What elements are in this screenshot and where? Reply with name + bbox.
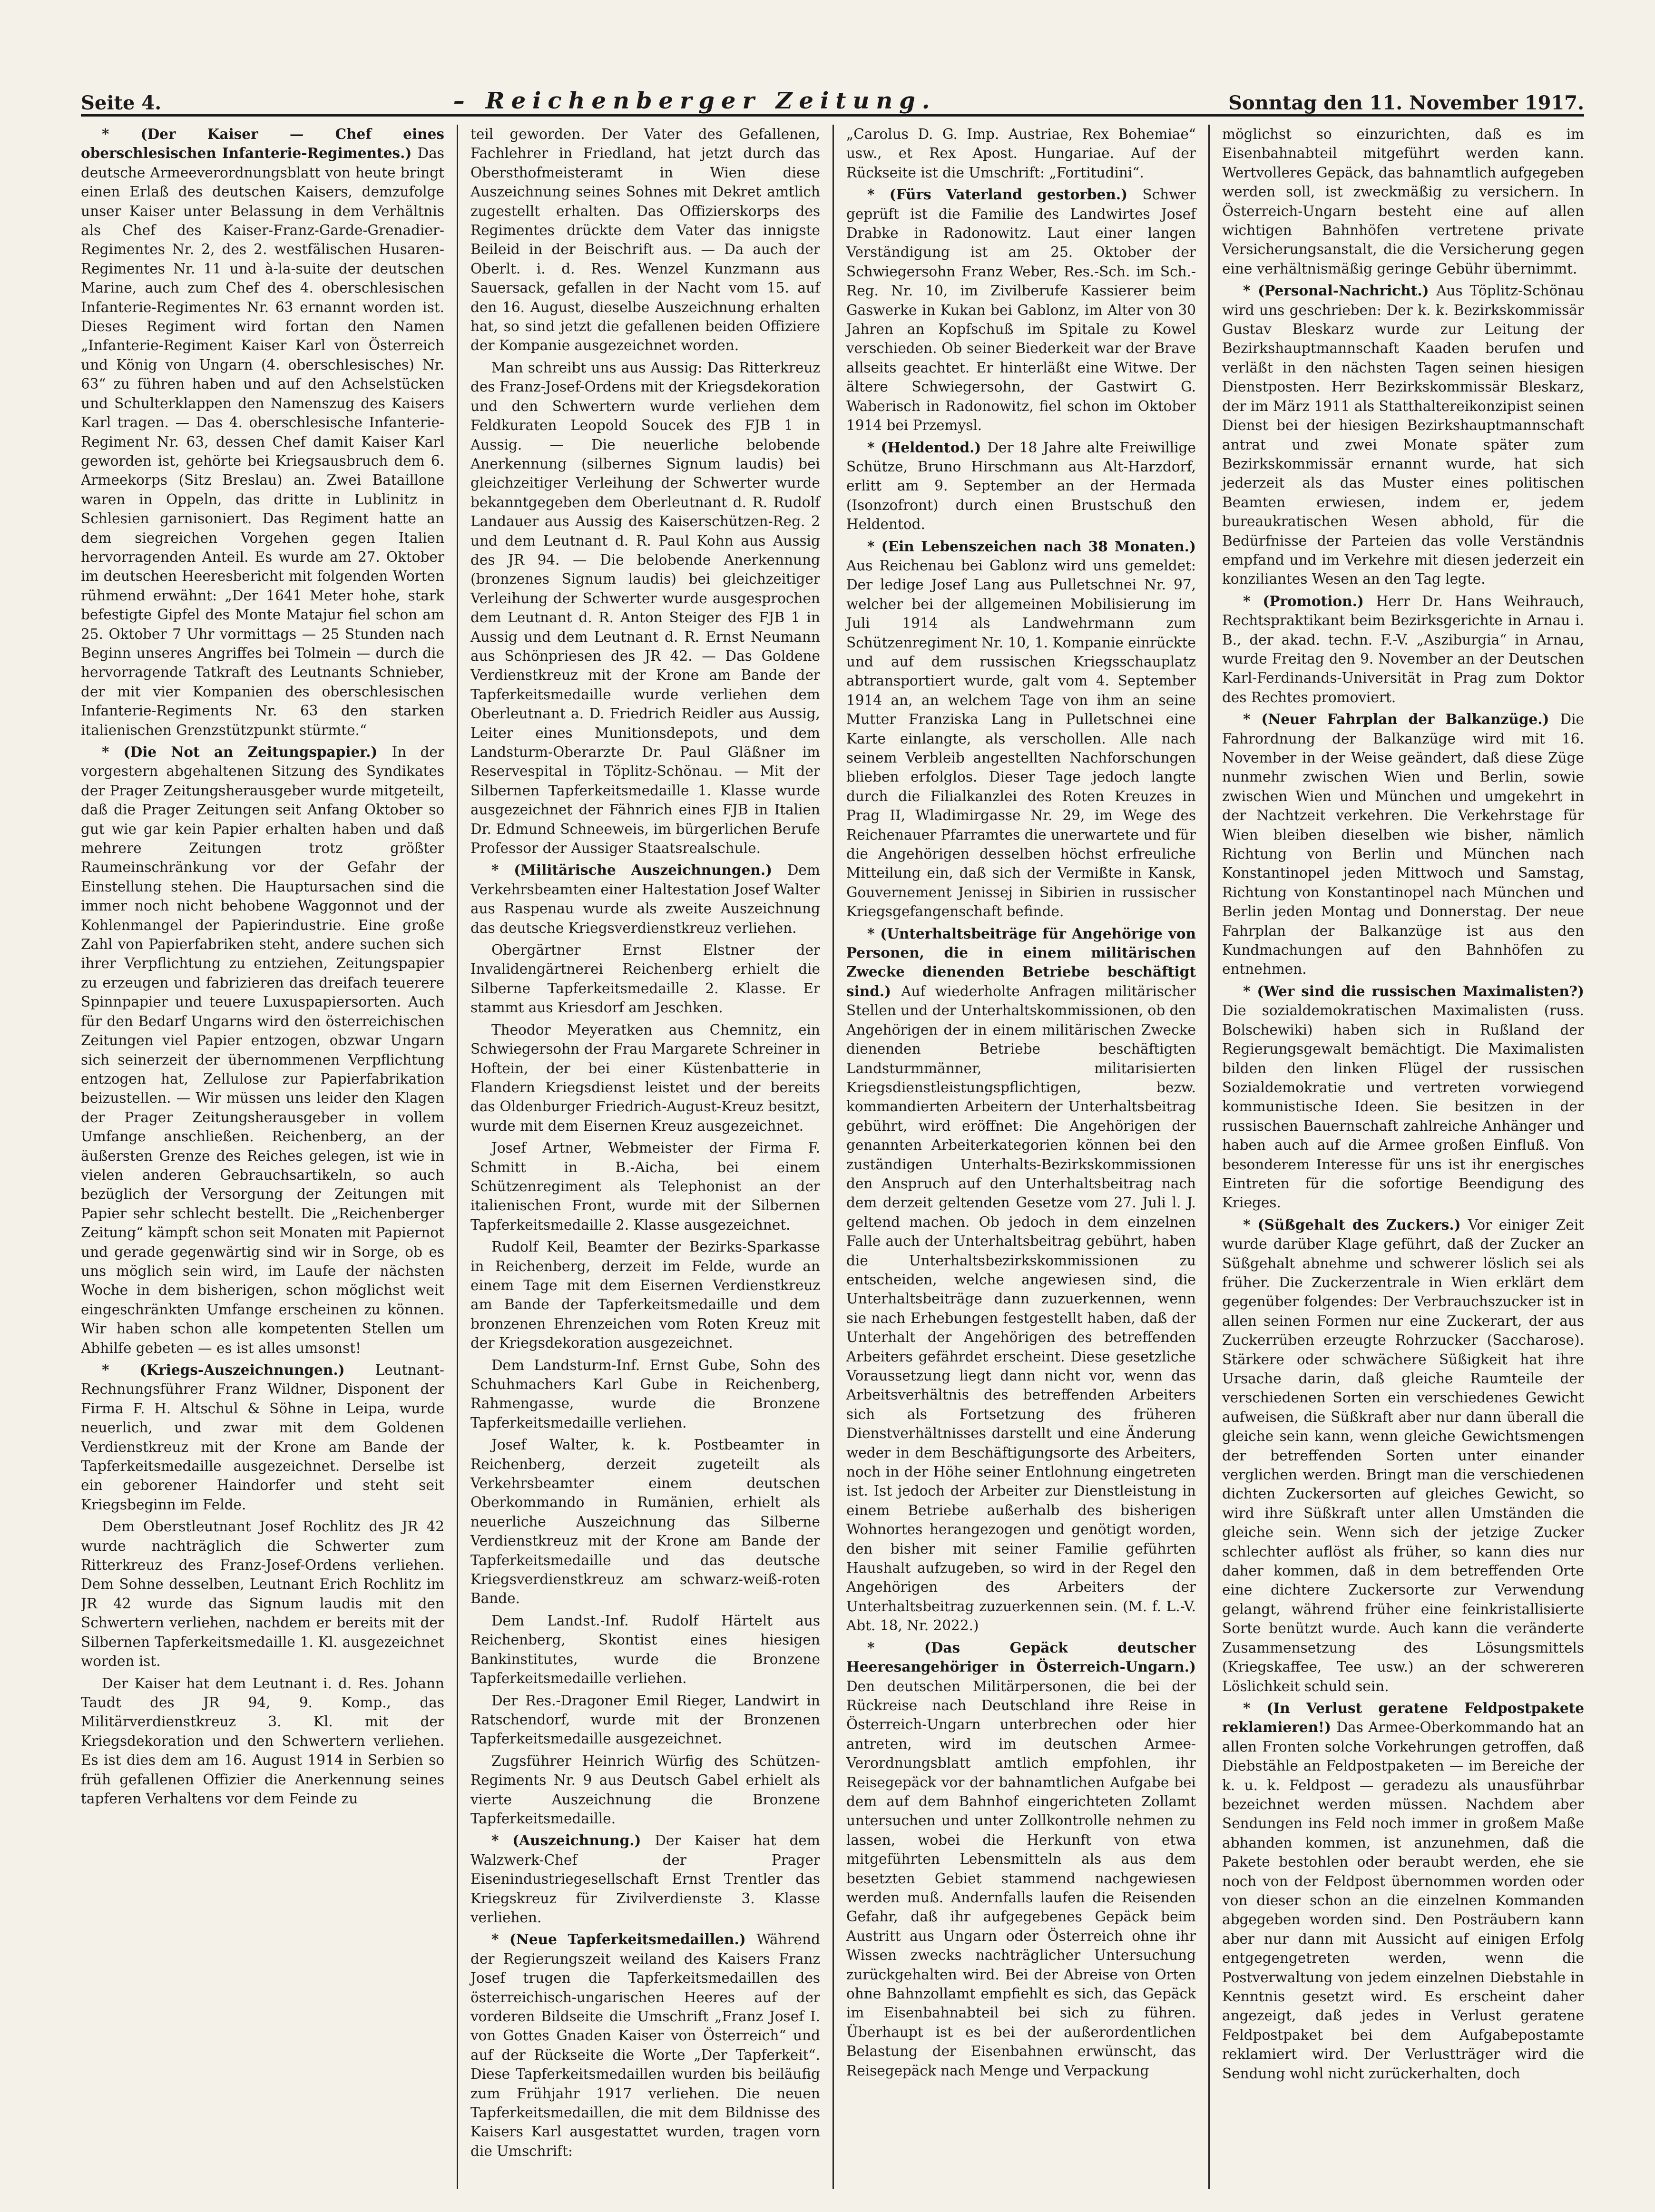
- article-heading: * (Personal-Nachricht.): [1243, 282, 1437, 299]
- article-text: Während der Regierungszeit weiland des Kaisers Franz Josef trugen die Tapferkeitsmedaillen des österreichisch-ungarischen Heeres auf der vorderen Bildseite die Umschrift „Franz Josef I. von Gottes Gnaden Kaiser von Österreich“ und auf der Rückseite die Worte „Der Tapferkeit“. Diese Tapferkeitsmedaillen wurden bis beiläufig zum Frühjahr 1917 verliehen. Die neuen Tapferkeitsmedaillen, die mit dem Bildnisse des Kaisers Karl ausgestattet wurden, tragen vorn die Umschrift:: [470, 1931, 820, 2159]
- article-text: Herr Dr. Hans Weihrauch, Rechtspraktikant beim Bezirksgerichte in Arnau i. B., der akad. techn. F.-V. „Asziburgia“ in Arnau, wurde Freitag den 9. November an der Deutschen Karl-Ferdinands-Universität in Prag zum Doktor des Rechtes promoviert.: [1222, 593, 1584, 705]
- article-text: Aus Reichenau bei Gablonz wird uns gemeldet: Der ledige Josef Lang aus Pulletschnei Nr. 97, welcher bei der allgemeinen Mobilisierung im Juli 1914 als Landwehrmann zum Schützenregiment Nr. 10, 1. Kompanie einrückte und auf dem russischen Kriegsschauplatz abtransportiert wurde, galt vom 4. September 1914 an, an welchem Tage von ihm an seine Mutter Franziska Lang in Pulletschnei eine Karte einlangte, als verschollen. Alle nach seinem Verbleib angestellten Nachforschungen blieben erfolglos. Dieser Tage jedoch langte durch die Filialkanzlei des Roten Kreuzes in Prag II, Wladimirgasse Nr. 29, im Wege des Reichenauer Pfarramtes die unerwartete und für die Angehörigen desselben höchst erfreuliche Mitteilung ein, daß sich der Vermißte in Kansk, Gouvernement Jenissej in Sibirien in russischer Kriegsgefangenschaft befinde.: [846, 557, 1196, 920]
- article-text: Rudolf Keil, Beamter der Bezirks-Sparkasse in Reichenberg, derzeit im Felde, wurde an einem Tage mit dem Eisernen Verdienstkreuz am Bande der Tapferkeitsmedaille und dem bronzenen Ehrenzeichen vom Roten Kreuz mit der Kriegsdekoration ausgezeichnet.: [470, 1239, 820, 1351]
- article-paragraph: [470, 1237, 820, 1352]
- article-text: Der Kaiser hat dem Leutnant i. d. Res. Johann Taudt des JR 94, 9. Komp., das Militärverdienstkreuz 3. Kl. mit der Kriegsdekoration und den Schwertern verliehen. Es ist dies dem am 16. August 1914 in Serbien so früh gefallenen Offizier die Anerkennung seines tapferen Verhaltens vor dem Feinde zu: [81, 1675, 444, 1807]
- article-text: Dem Landsturm-Inf. Ernst Gube, Sohn des Schuhmachers Karl Gube in Reichenberg, Rahmengasse, wurde die Bronzene Tapferkeitsmedaille verliehen.: [470, 1357, 820, 1431]
- article-paragraph: [470, 861, 820, 938]
- article-paragraph: [1222, 125, 1584, 278]
- article-heading: * (Das Gepäck deutscher Heeresangehöriger in Österreich-Ungarn.): [846, 1639, 1196, 1675]
- article-heading: * (Heldentod.): [867, 439, 988, 456]
- column-4: [1208, 125, 1584, 2189]
- article-paragraph: [846, 537, 1196, 921]
- article-heading: * (Fürs Vaterland gestorben.): [867, 186, 1143, 203]
- article-paragraph: [81, 1674, 444, 1809]
- article-paragraph: [470, 1356, 820, 1433]
- article-paragraph: [81, 743, 444, 1358]
- article-paragraph: [470, 1611, 820, 1688]
- article-text: Die sozialdemokratischen Maximalisten (russ. Bolschewiki) haben sich in Rußland der Regierungsgewalt bemächtigt. Die Maximalisten bilden den linken Flügel der russischen Sozialdemokratie und vertreten vorwiegend kommunistische Ideen. Sie besitzen in der russischen Bauernschaft zahlreiche Anhänger und haben auch auf die Armee großen Einfluß. Von besonderem Interesse für uns ist ihr energisches Eintreten für die sofortige Beendigung des Krieges.: [1222, 1002, 1584, 1211]
- article-paragraph: [1222, 281, 1584, 589]
- article-paragraph: [81, 1517, 444, 1671]
- article-paragraph: [470, 940, 820, 1018]
- article-paragraph: [470, 1691, 820, 1749]
- article-paragraph: [470, 1435, 820, 1608]
- article-text: Vor einiger Zeit wurde darüber Klage geführt, daß der Zucker an Süßgehalt abnehme und schwerer löslich sei als früher. Die Zuckerzentrale in Wien erklärt dem gegenüber folgendes: Der Verbrauchszucker ist in allen seinen Formen nur eine Zuckerart, der aus Zuckerrüben erzeugte Rohrzucker (Saccharose). Stärkere oder schwächere Süßigkeit hat ihre Ursache darin, daß gleiche Raumteile der verschiedenen Sorten ein verschiedenes Gewicht aufweisen, die Süßkraft aber nur dann überall die gleiche sein kann, wenn gleiche Gewichtsmengen der betreffenden Sorten unter einander verglichen werden. Bringt man die verschiedenen dichten Zuckersorten auf gleiches Gewicht, so wird ihre Süßkraft unter allen Umständen die gleiche sein. Wenn sich der jetzige Zucker schlechter auflöst als früher, so kann dies nur daher kommen, daß in dem betreffenden Orte eine dichtere Zuckersorte zur Verwendung gelangt, während früher eine feinkristallisierte Sorte benützt wurde. Auch kann die veränderte Zusammensetzung des Lösungsmittels (Kriegskaffee, Tee usw.) an der schwereren Löslichkeit schuld sein.: [1222, 1216, 1584, 1694]
- article-paragraph: [81, 1360, 444, 1514]
- article-paragraph: [470, 1831, 820, 1927]
- article-heading: * (Kriegs-Auszeichnungen.): [102, 1361, 375, 1378]
- article-paragraph: [1222, 1215, 1584, 1696]
- article-columns: [81, 125, 1584, 2189]
- article-text: Aus Töplitz-Schönau wird uns geschrieben: Der k. k. Bezirkskommissär Gustav Bleskarz wurde zur Leitung der Bezirkshauptmannschaft Kaaden berufen und verläßt in den nächsten Tagen seinen hiesigen Dienstposten. Herr Bezirkskommissär Bleskarz, der im März 1911 als Statthaltereikonzipist seinen Dienst bei der hiesigen Bezirkshauptmannschaft antrat und zwei Monate später zum Bezirkskommissär ernannt wurde, hat sich jederzeit als das Muster eines politischen Beamten erwiesen, indem er, jedem bureaukratischen Wesen abhold, für die Bedürfnisse der Parteien das volle Verständnis empfand und im Verkehre mit diesen jederzeit ein konziliantes Wesen an den Tag legte.: [1222, 283, 1584, 587]
- article-paragraph: [846, 185, 1196, 435]
- article-paragraph: [846, 1638, 1196, 2080]
- article-text: Schwer geprüft ist die Familie des Landwirtes Josef Drabke in Radonowitz. Laut einer langen Verständigung ist am 25. Oktober der Schwiegersohn Franz Weber, Res.-Sch. im Sch.-Reg. Nr. 10, im Zivilberufe Kassierer beim Gaswerke in Kukan bei Gablonz, im Alter von 30 Jahren an Kopfschuß im Spitale zu Kowel verschieden. Ob seiner Biederkeit war der Brave allseits geachtet. Er hinterläßt eine Witwe. Der ältere Schwiegersohn, der Gastwirt G. Waberisch in Radonowitz, fiel schon im Oktober 1914 bei Przemysl.: [846, 186, 1196, 434]
- article-paragraph: [846, 924, 1196, 1635]
- article-paragraph: [846, 438, 1196, 534]
- article-heading: * (Die Not an Zeitungspapier.): [102, 744, 392, 760]
- article-paragraph: [1222, 982, 1584, 1213]
- article-heading: * (Promotion.): [1243, 592, 1376, 609]
- article-heading: * (Neue Tapferkeitsmedaillen.): [491, 1931, 757, 1948]
- article-paragraph: [1222, 592, 1584, 707]
- article-paragraph: [1222, 1699, 1584, 2083]
- article-text: Der Kaiser hat dem Walzwerk-Chef der Prager Eisenindustriegesellschaft Ernst Trentler das Kriegskreuz für Zivilverdienste 3. Klasse verliehen.: [470, 1832, 820, 1926]
- article-text: Theodor Meyeratken aus Chemnitz, ein Schwiegersohn der Frau Margarete Schreiner in Hoftein, der bei einer Küstenbatterie in Flandern Kriegsdienst leistet und der bereits das Oldenburger Friedrich-August-Kreuz besitzt, wurde mit dem Eisernen Kreuz ausgezeichnet.: [470, 1021, 820, 1134]
- article-heading: * (In Verlust geratene Feldpostpakete reklamieren!): [1222, 1699, 1584, 1736]
- article-paragraph: [470, 125, 820, 355]
- article-text: „Carolus D. G. Imp. Austriae, Rex Bohemiae“ usw., et Rex Apost. Hungariae. Auf der Rückseite ist die Umschrift: „Fortitudini“.: [846, 126, 1196, 181]
- issue-date: Sonntag den 11. November 1917.: [1228, 92, 1584, 114]
- article-text: Josef Artner, Webmeister der Firma F. Schmitt in B.-Aicha, bei einem Schützenregiment als Telephonist an der italienischen Front, wurde mit der Silbernen Tapferkeitsmedaille 2. Klasse ausgezeichnet.: [470, 1140, 820, 1233]
- article-paragraph: [81, 125, 444, 740]
- article-text: Obergärtner Ernst Elstner der Invalidengärtnerei Reichenberg erhielt die Silberne Tapferkeitsmedaille 2. Klasse. Er stammt aus Kriesdorf am Jeschken.: [470, 942, 820, 1016]
- article-text: Dem Verkehrsbeamten einer Haltestation Josef Walter aus Raspenau wurde als zweite Auszeichnung das deutsche Kriegsverdienstkreuz verliehen.: [470, 862, 820, 936]
- article-heading: * (Unterhaltsbeiträge für Angehörige von Personen, die in einem militärischen Zwecke dienenden Betriebe beschäftigt sind.): [846, 925, 1196, 999]
- article-text: Den deutschen Militärpersonen, die bei der Rückreise nach Deutschland ihre Reise in Österreich-Ungarn unterbrechen oder hier antreten, wird im deutschen Armee-Verordnungsblatt amtlich empfohlen, ihr Reisegepäck vor der bahnamtlichen Aufgabe bei dem auf dem Bahnhof eingerichteten Zollamt untersuchen und unter Zollkontrolle nehmen zu lassen, wobei die Herkunft von etwa mitgeführten Lebensmitteln als aus dem besetzten Gebiet stammend nachgewiesen werden muß. Andernfalls laufen die Reisenden Gefahr, daß ihr aufgegebenes Gepäck beim Austritt aus Ungarn oder Österreich ohne ihr Wissen zwecks nachträglicher Untersuchung zurückgehalten wird. Bei der Abreise von Orten ohne Bahnzollamt empfiehlt es sich, das Gepäck im Eisenbahnabteil bei sich zu führen. Überhaupt ist es bei der außerordentlichen Belastung der Eisenbahnen erwünscht, das Reisegepäck nach Menge und Verpackung: [846, 1678, 1196, 2079]
- article-text: möglichst so einzurichten, daß es im Eisenbahnabteil mitgeführt werden kann. Wertvolleres Gepäck, das bahnamtlich aufgegeben werden soll, ist zweckmäßig zu versichern. In Österreich-Ungarn besteht eine auf allen wichtigen Bahnhöfen vertretene private Versicherungsanstalt, die die Versicherung gegen eine verhältnismäßig geringe Gebühr übernimmt.: [1222, 126, 1584, 277]
- article-paragraph: [470, 358, 820, 858]
- article-heading: * (Der Kaiser — Chef eines oberschlesischen Infanterie-Regimentes.): [81, 126, 444, 162]
- article-heading: * (Süßgehalt des Zuckers.): [1243, 1216, 1468, 1233]
- article-heading: * (Militärische Auszeichnungen.): [491, 861, 787, 879]
- article-heading: * (Auszeichnung.): [491, 1832, 655, 1849]
- article-text: Dem Landst.-Inf. Rudolf Härtelt aus Reichenberg, Skontist eines hiesigen Bankinstitutes, wurde die Bronzene Tapferkeitsmedaille verliehen.: [470, 1612, 820, 1687]
- article-text: Auf wiederholte Anfragen militärischer Stellen und der Unterhaltskommissionen, ob den Angehörigen der in einem militärischen Zwecke dienenden Betriebe beschäftigten Landsturmmänner, militarisierten Kriegsdienstleistungspflichtigen, bezw. kommandierten Arbeitern der Unterhaltsbeitrag gebührt, wird eröffnet: Die Angehörigen der genannten Arbeiterkategorien können bei den zuständigen Unterhalts-Bezirkskommissionen den Anspruch auf den Unterhaltsbeitrag nach dem derzeit geltenden Gesetze vom 27. Juli l. J. geltend machen. Ob jedoch in dem einzelnen Falle auch der Unterhaltsbeitrag gebührt, haben die Unterhaltsbezirkskommissionen zu entscheiden, welche angewiesen sind, die Unterhaltsbeiträge dann zuzuerkennen, wenn sie nach Erhebungen festgestellt haben, daß der Unterhalt der Angehörigen des betreffenden Arbeiters gefährdet erscheint. Diese gesetzliche Voraussetzung liegt dann nicht vor, wenn das Arbeitsverhältnis des betreffenden Arbeiters sich als Fortsetzung des früheren Dienstverhältnisses darstellt und eine Änderung weder in dem Beschäftigungsorte des Arbeiters, noch in der Höhe seiner Entlohnung eingetreten ist. Ist jedoch der Arbeiter zur Dienstleistung in einem Betriebe außerhalb des bisherigen Wohnortes herangezogen und genötigt worden, den bisher mit seiner Familie geführten Haushalt aufzugeben, so wird in der Regel den Angehörigen des Arbeiters der Unterhaltsbeitrag zuzuerkennen sein. (M. f. L.-V. Abt. 18, Nr. 2022.): [846, 983, 1196, 1634]
- article-heading: * (Wer sind die russischen Maximalisten?): [1243, 982, 1584, 999]
- article-text: teil geworden. Der Vater des Gefallenen, Fachlehrer in Friedland, hat jetzt durch das Obersthofmeisteramt in Wien diese Auszeichnung seines Sohnes mit Dekret amtlich zugestellt erhalten. Das Offizierskorps des Regimentes drückte dem Vater das innigste Beileid in der Beischrift aus. — Da auch der Oberlt. i. d. Res. Wenzel Kunzmann aus Sauersack, gefallen in der Nacht vom 15. auf den 16. August, dieselbe Auszeichnung erhalten hat, so sind jetzt die gefallenen beiden Offiziere der Kompanie ausgezeichnet worden.: [470, 126, 820, 354]
- column-1: [81, 125, 457, 2189]
- article-text: Dem Oberstleutnant Josef Rochlitz des JR 42 wurde nachträglich die Schwerter zum Ritterkreuz des Franz-Josef-Ordens verliehen. Dem Sohne desselben, Leutnant Erich Rochlitz im JR 42 wurde das Signum laudis mit den Schwertern verliehen, nachdem er bereits mit der Silbernen Tapferkeitsmedaille 1. Kl. ausgezeichnet worden ist.: [81, 1518, 444, 1670]
- article-paragraph: [470, 1752, 820, 1829]
- article-paragraph: [470, 1020, 820, 1135]
- page-header: [81, 71, 1584, 117]
- article-paragraph: [1222, 710, 1584, 979]
- column-2: [457, 125, 832, 2189]
- article-text: Das Armee-Oberkommando hat an allen Fronten solche Vorkehrungen getroffen, daß Diebstähle an Feldpostpaketen — im Bereiche der k. u. k. Feldpost — geradezu als unausführbar bezeichnet werden müssen. Nachdem aber Sendungen ins Feld noch immer in großem Maße abhanden kommen, ist anzunehmen, daß die Pakete bestohlen oder beraubt werden, ehe sie noch von der Feldpost übernommen worden oder von dieser schon an die einzelnen Kommanden abgegeben worden sind. Den Posträubern kann aber nur dann mit Aussicht auf einigen Erfolg entgegengetreten werden, wenn die Postverwaltung von jedem einzelnen Diebstahle in Kenntnis gesetzt wird. Es erscheint daher angezeigt, daß jedes in Verlust geratene Feldpostpaket bei dem Aufgabepostamte reklamiert wird. Der Verlustträger wird die Sendung wohl nicht zurückerhalten, doch: [1222, 1719, 1584, 2082]
- article-text: Der Res.-Dragoner Emil Rieger, Landwirt in Ratschendorf, wurde mit der Bronzenen Tapferkeitsmedaille ausgezeichnet.: [470, 1692, 820, 1747]
- newspaper-title: – Reichenberger Zeitung.: [453, 88, 937, 114]
- article-paragraph: [470, 1138, 820, 1234]
- article-text: In der vorgestern abgehaltenen Sitzung des Syndikates der Prager Zeitungsherausgeber wurde mitgeteilt, daß die Prager Zeitungen seit Anfang Oktober so gut wie gar kein Papier erhalten haben und daß mehrere Zeitungen trotz größter Raumeinschränkung vor der Gefahr der Einstellung stehen. Die Hauptursachen sind die immer noch nicht behobene Waggonnot und der Kohlenmangel der Papierindustrie. Eine große Zahl von Papierfabriken steht, andere suchen sich ihrer Verpflichtung zu entziehen, Zeitungspapier zu erzeugen und fabrizieren das dreifach teuerere Spinnpapier und teuere Luxuspapiersorten. Auch für den Bedarf Ungarns wird den österreichischen Zeitungen viel Papier entzogen, obzwar Ungarn sich seinerzeit der übernommenen Verpflichtung entzogen hat, Zellulose zur Papierfabrikation beizustellen. — Wir müssen uns leider den Klagen der Prager Zeitungsherausgeber in vollem Umfange anschließen. Reichenberg, an der äußersten Grenze des Reiches gelegen, ist wie in vielen anderen Gebrauchsartikeln, so auch bezüglich der Versorgung der Zeitungen mit Papier sehr schlecht bestellt. Die „Reichenberger Zeitung“ kämpft schon seit Monaten mit Papiernot und gerade gegenwärtig sind wir in Sorge, ob es uns möglich sein wird, im Laufe der nächsten Woche in dem bisherigen, schon möglichst weit eingeschränkten Umfange erscheinen zu können. Wir haben schon alle kompetenten Stellen um Abhilfe gebeten — es ist alles umsonst!: [81, 744, 444, 1356]
- article-text: Die Fahrordnung der Balkanzüge wird mit 16. November in der Weise geändert, daß diese Züge nunmehr zwischen Wien und Berlin, sowie zwischen Wien und München und umgekehrt in der Nachtzeit verkehren. Die Verkehrstage für Wien bleiben dieselben wie bisher, nämlich Richtung von Berlin und München nach Konstantinopel jeden Mittwoch und Samstag, Richtung von Konstantinopel nach München und Berlin jeden Montag und Donnerstag. Der neue Fahrplan der Balkanzüge ist aus den Kundmachungen auf den Bahnhöfen zu entnehmen.: [1222, 711, 1584, 978]
- article-text: Zugsführer Heinrich Würfig des Schützen-Regiments Nr. 9 aus Deutsch Gabel erhielt als vierte Auszeichnung die Bronzene Tapferkeitsmedaille.: [470, 1752, 820, 1827]
- article-text: Der 18 Jahre alte Freiwillige Schütze, Bruno Hirschmann aus Alt-Harzdorf, erlitt am 9. September an der Hermada (Isonzofront) durch einen Brustschuß den Heldentod.: [846, 439, 1196, 533]
- article-paragraph: [470, 1930, 820, 2161]
- article-heading: * (Neuer Fahrplan der Balkanzüge.): [1243, 711, 1560, 728]
- page-number: Seite 4.: [81, 92, 162, 114]
- article-text: Leutnant-Rechnungsführer Franz Wildner, Disponent der Firma F. H. Altschul & Söhne in Leipa, wurde neuerlich, und zwar mit dem Goldenen Verdienstkreuz mit der Krone am Bande der Tapferkeitsmedaille ausgezeichnet. Derselbe ist ein geborener Haindorfer und steht seit Kriegsbeginn im Felde.: [81, 1362, 444, 1513]
- article-text: Josef Walter, k. k. Postbeamter in Reichenberg, derzeit zugeteilt als Verkehrsbeamter einem deutschen Oberkommando in Rumänien, erhielt als neuerliche Auszeichnung das Silberne Verdienstkreuz mit der Krone am Bande der Tapferkeitsmedaille und das deutsche Kriegsverdienstkreuz am schwarz-weiß-roten Bande.: [470, 1437, 820, 1607]
- article-heading: * (Ein Lebenszeichen nach 38 Monaten.): [867, 538, 1196, 555]
- article-text: Das deutsche Armeeverordnungsblatt von heute bringt einen Erlaß des deutschen Kaisers, demzufolge unser Kaiser unter Belassung in dem Verhältnis als Chef des Kaiser-Franz-Garde-Grenadier-Regimentes Nr. 2, des 2. westfälischen Husaren-Regimentes Nr. 11 und à-la-suite der deutschen Marine, auch zum Chef des 4. oberschlesischen Infanterie-Regimentes Nr. 63 ernannt worden ist. Dieses Regiment wird fortan den Namen „Infanterie-Regiment Kaiser Karl von Österreich und König von Ungarn (4. oberschlesisches) Nr. 63“ zu führen haben und auf den Achselstücken und Schulterklappen den Namenszug des Kaisers Karl tragen. — Das 4. oberschlesische Infanterie-Regiment Nr. 63, dessen Chef damit Kaiser Karl geworden ist, gehörte bei Kriegsausbruch dem 6. Armeekorps (Sitz Breslau) an. Zwei Bataillone waren in Oppeln, das dritte in Lublinitz in Schlesien garnisoniert. Das Regiment hatte an dem siegreichen Vorgehen gegen Italien hervorragenden Anteil. Es wurde am 27. Oktober im deutschen Heeresbericht mit folgenden Worten rühmend erwähnt: „Der 1641 Meter hohe, stark befestigte Gipfel des Monte Matajur fiel schon am 25. Oktober 7 Uhr vormittags — 25 Stunden nach Beginn unseres Angriffes bei Tolmein — durch die hervorragende Tatkraft des Leutnants Schnieber, der mit vier Kompanien des oberschlesischen Infanterie-Regiments Nr. 63 den starken italienischen Grenzstützpunkt stürmte.“: [81, 145, 444, 738]
- column-3: [832, 125, 1208, 2189]
- article-paragraph: [846, 125, 1196, 182]
- article-text: Man schreibt uns aus Aussig: Das Ritterkreuz des Franz-Josef-Ordens mit der Kriegsdekoration und den Schwertern wurde verliehen dem Feldkuraten Leopold Soucek des FJB 1 in Aussig. — Die neuerliche belobende Anerkennung (silbernes Signum laudis) bei gleichzeitiger Verleihung der Schwerter wurde bekanntgegeben dem Oberleutnant d. R. Rudolf Landauer aus Aussig des Kaiserschützen-Reg. 2 und dem Leutnant d. R. Paul Kohn aus Aussig des JR 94. — Die belobende Anerkennung (bronzenes Signum laudis) bei gleichzeitiger Verleihung der Schwerter wurde ausgesprochen dem Leutnant d. R. Anton Steiger des FJB 1 in Aussig und dem Leutnant d. R. Ernst Neumann aus Schönpriesen des JR 42. — Das Goldene Verdienstkreuz mit der Krone am Bande der Tapferkeitsmedaille wurde verliehen dem Oberleutnant a. D. Friedrich Reidler aus Aussig, Leiter eines Munitionsdepots, und dem Landsturm-Oberarzte Dr. Paul Gläßner im Reservespital in Töplitz-Schönau. — Mit der Silbernen Tapferkeitsmedaille 1. Klasse wurde ausgezeichnet der Fähnrich eines FJB in Italien Dr. Edmund Schneeweis, im bürgerlichen Berufe Professor der Aussiger Staatsrealschule.: [470, 359, 820, 857]
